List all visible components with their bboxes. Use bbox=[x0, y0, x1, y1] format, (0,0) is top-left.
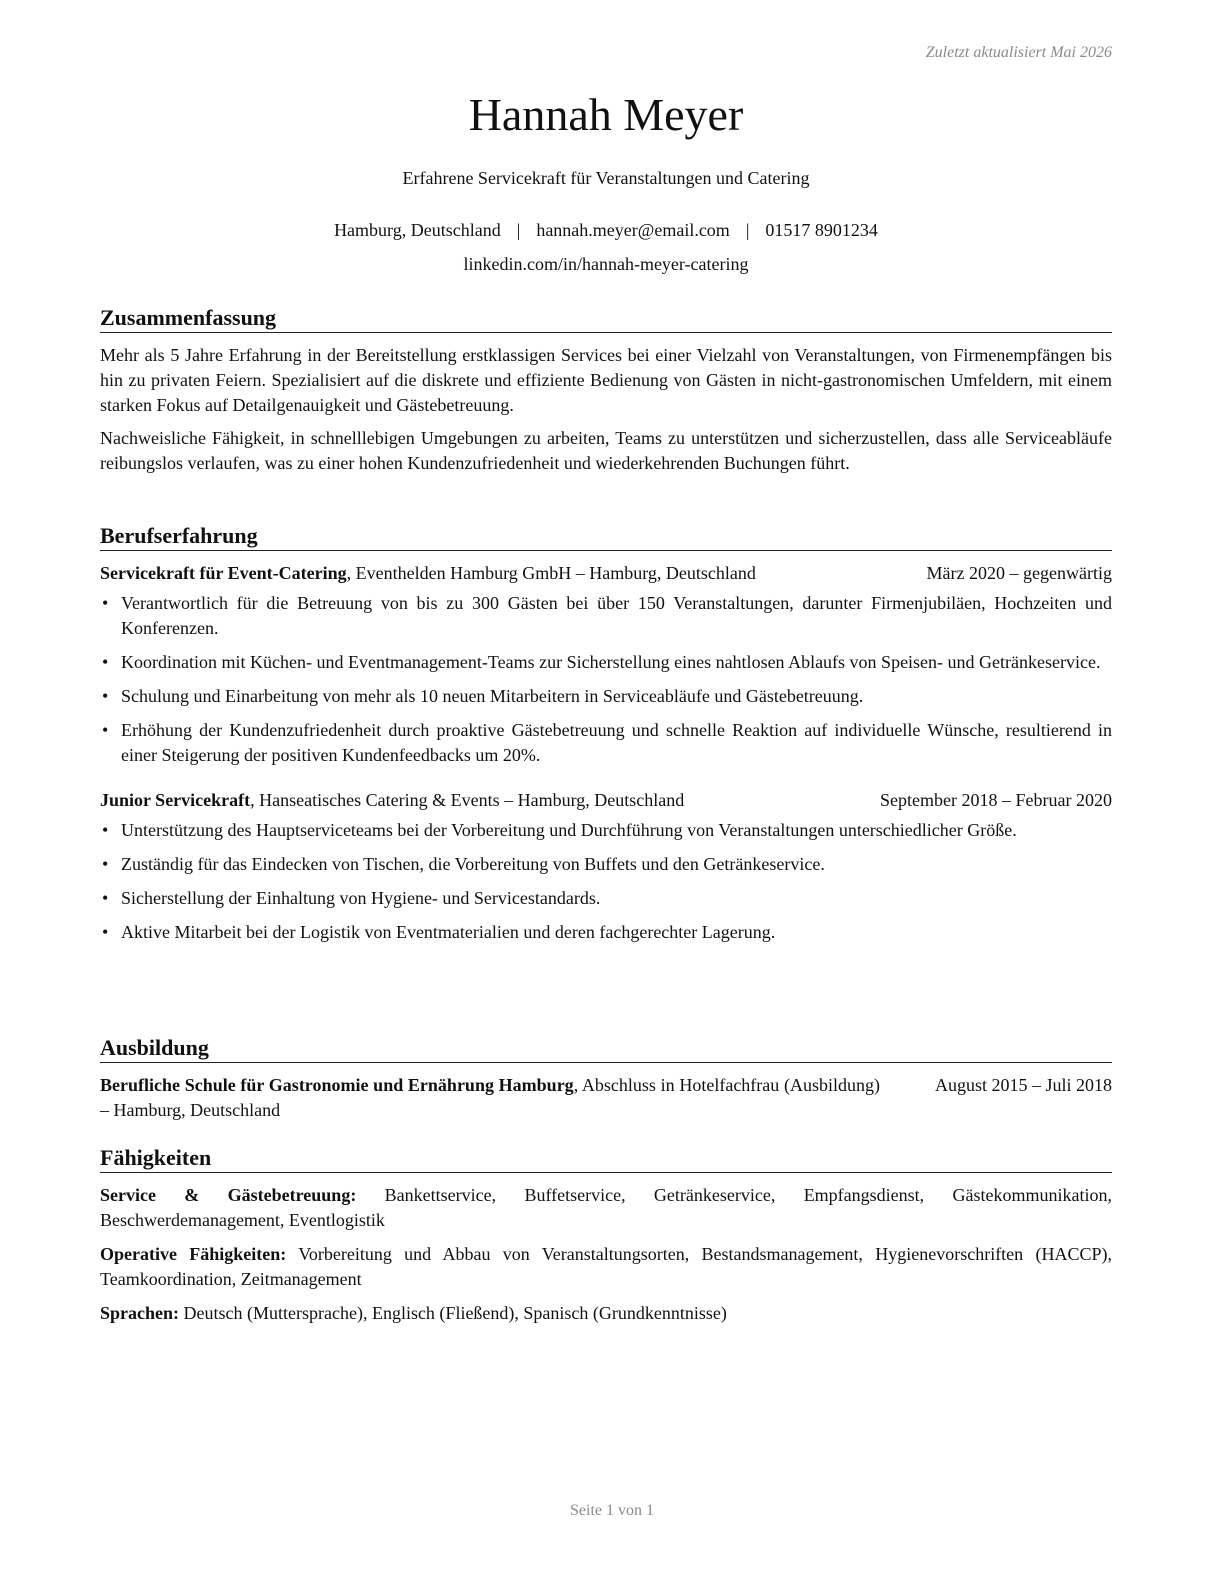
contact-phone[interactable]: 01517 8901234 bbox=[765, 220, 878, 240]
skill-line bbox=[100, 1301, 1112, 1326]
list-item: • Koordination mit Küchen- und Eventmanagement-Teams zur Sicherstellung eines nahtlosen Ablaufs von Speisen- und Getränkeservice. bbox=[100, 650, 1112, 675]
summary-paragraph: Mehr als 5 Jahre Erfahrung in der Bereitstellung erstklassigen Services bei einer Vielzahl von Veranstaltungen, von Firmenempfängen bis hin zu privaten Feiern. Spezialisiert auf die diskrete und effiziente Bedienung von Gästen in nicht-gastronomischen Umfeldern, mit einem starken Fokus auf Detailgenauigkeit und Gästebetreuung. bbox=[100, 345, 1112, 415]
job-dates: März 2020 – gegenwärtig bbox=[926, 563, 1112, 583]
experience-section bbox=[100, 522, 1112, 954]
job-bullets bbox=[100, 818, 1112, 945]
contact-separator: | bbox=[745, 220, 750, 240]
contact-separator: | bbox=[516, 220, 521, 240]
page-footer: Seite 1 von 1 bbox=[570, 1502, 654, 1519]
summary-section bbox=[100, 304, 1112, 484]
list-item: • Verantwortlich für die Betreuung von bis zu 300 Gästen bei über 150 Veranstaltungen, darunter Firmenjubiläen, Hochzeiten und Konferenzen. bbox=[100, 591, 1112, 641]
summary-paragraph: Nachweisliche Fähigkeit, in schnelllebigen Umgebungen zu arbeiten, Teams zu unterstützen und sicherzustellen, dass alle Serviceabläufe reibungslos verlaufen, was zu einer hohen Kundenzufriedenheit und wiederkehrenden Buchungen führt. bbox=[100, 428, 1112, 473]
education-header bbox=[100, 1073, 1112, 1123]
job-bullets bbox=[100, 591, 1112, 768]
contact-email[interactable]: hannah.meyer@email.com bbox=[536, 220, 730, 240]
contact-line bbox=[100, 220, 1112, 241]
list-item: • Zuständig für das Eindecken von Tischen, die Vorbereitung von Buffets und den Getränkeservice. bbox=[100, 852, 1112, 877]
skill-label: Sprachen: bbox=[100, 1303, 180, 1323]
list-item: • Erhöhung der Kundenzufriedenheit durch proaktive Gästebetreuung und schnelle Reaktion auf individuelle Wünsche, resultierend in einer Steigerung der positiven Kundenfeedbacks um 20%. bbox=[100, 718, 1112, 768]
skill-label: Operative Fähigkeiten: bbox=[100, 1244, 287, 1264]
job-dates: September 2018 – Februar 2020 bbox=[880, 790, 1112, 810]
list-item: • Sicherstellung der Einhaltung von Hygiene- und Servicestandards. bbox=[100, 886, 1112, 911]
education-school: Berufliche Schule für Gastronomie und Ernährung Hamburg bbox=[100, 1075, 574, 1095]
job-header bbox=[100, 788, 1112, 813]
skill-label: Service & Gästebetreuung: bbox=[100, 1185, 357, 1205]
section-title: Zusammenfassung bbox=[100, 304, 1112, 333]
list-item: • Aktive Mitarbeit bei der Logistik von Eventmaterialien und deren fachgerechter Lagerung. bbox=[100, 920, 1112, 945]
job-company: , Hanseatisches Catering & Events – Hamburg, Deutschland bbox=[250, 790, 685, 810]
education-detail: , Abschluss in Hotelfachfrau (Ausbildung) – Hamburg, Deutschland bbox=[100, 1075, 880, 1120]
skill-line bbox=[100, 1183, 1112, 1233]
job-role: Junior Servicekraft bbox=[100, 790, 251, 810]
contact-location: Hamburg, Deutschland bbox=[334, 220, 501, 240]
last-updated: Zuletzt aktualisiert Mai 2026 bbox=[925, 44, 1112, 61]
education-dates: August 2015 – Juli 2018 bbox=[934, 1075, 1112, 1095]
job-header bbox=[100, 561, 1112, 586]
section-title: Fähigkeiten bbox=[100, 1144, 1112, 1173]
candidate-subtitle: Erfahrene Servicekraft für Veranstaltungen und Catering bbox=[402, 168, 810, 188]
skill-text: Vorbereitung und Abbau von Veranstaltungsorten, Bestandsmanagement, Hygienevorschriften (HACCP), Teamkoordination, Zeitmanagement bbox=[100, 1244, 1112, 1289]
skills-section bbox=[100, 1144, 1112, 1335]
job-role: Servicekraft für Event-Catering bbox=[100, 563, 347, 583]
job-company: , Eventhelden Hamburg GmbH – Hamburg, Deutschland bbox=[346, 563, 756, 583]
candidate-name: Hannah Meyer bbox=[468, 89, 744, 140]
education-section bbox=[100, 1034, 1112, 1128]
section-title: Berufserfahrung bbox=[100, 522, 1112, 551]
skill-line bbox=[100, 1242, 1112, 1292]
contact-linkedin[interactable]: linkedin.com/in/hannah-meyer-catering bbox=[463, 254, 749, 274]
list-item: • Schulung und Einarbeitung von mehr als 10 neuen Mitarbeitern in Serviceabläufe und Gästebetreuung. bbox=[100, 684, 1112, 709]
skill-text: Deutsch (Muttersprache), Englisch (Fließend), Spanisch (Grundkenntnisse) bbox=[179, 1303, 727, 1323]
list-item: • Unterstützung des Hauptserviceteams bei der Vorbereitung und Durchführung von Veranstaltungen unterschiedlicher Größe. bbox=[100, 818, 1112, 843]
section-title: Ausbildung bbox=[100, 1034, 1112, 1063]
skill-text: Bankettservice, Buffetservice, Getränkeservice, Empfangsdienst, Gästekommunikation, Beschwerdemanagement, Eventlogistik bbox=[100, 1185, 1112, 1230]
